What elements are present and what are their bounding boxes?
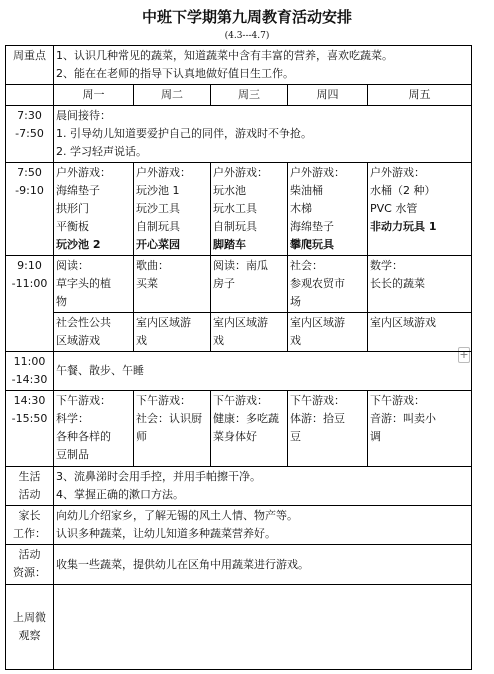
afternoon-cell-mon (54, 391, 134, 467)
cell-line: 室内区域游戏 (370, 316, 436, 329)
resources-label (6, 545, 54, 585)
cell-line: 社会：认识厨 (136, 412, 202, 425)
lunch-content: 午餐、散步、午睡 (54, 352, 472, 391)
schedule-table (5, 45, 472, 670)
cell-line: 拱形门 (56, 202, 89, 215)
parents-content (54, 506, 472, 545)
time-end: -7:50 (15, 127, 44, 140)
morning-line: 晨间接待： (56, 109, 111, 122)
cell-line: PVC 水管 (370, 202, 418, 215)
afternoon-cell-fri (368, 391, 472, 467)
cell-line: 户外游戏： (56, 166, 111, 179)
life-line: 3、流鼻涕时会用手控，并用手帕擦干净。 (56, 470, 261, 483)
cell-line: 户外游戏： (136, 166, 191, 179)
cell-line: 阅读： (56, 259, 89, 272)
cell-line: 房子 (213, 277, 235, 290)
cell-line: 阅读：南瓜 (213, 259, 268, 272)
area-cell-tue (134, 313, 211, 352)
label-line: 工作： (13, 527, 46, 540)
cell-line: 物 (56, 295, 67, 308)
cell-line: 柴油桶 (290, 184, 323, 197)
label-line: 观察 (18, 629, 41, 642)
area-cell-fri (368, 313, 472, 352)
cell-line: 玩沙池 1 (136, 184, 180, 197)
cell-line: 下午游戏： (56, 394, 111, 407)
header-blank (6, 85, 54, 106)
cell-line: 歌曲： (136, 259, 169, 272)
life-row (6, 467, 472, 506)
afternoon-cell-tue (134, 391, 211, 467)
label-line: 活动 (18, 548, 41, 561)
cell-line: 师 (136, 430, 147, 443)
resources-content: 收集一些蔬菜，提供幼儿在区角中用蔬菜进行游戏。 (54, 545, 472, 585)
cell-line: 草字头的植 (56, 277, 111, 290)
focus-label: 周重点 (6, 46, 54, 85)
cell-line: 玩水工具 (213, 202, 257, 215)
cell-bold-line: 玩沙池 2 (56, 238, 101, 251)
cell-line: 长长的蔬菜 (370, 277, 425, 290)
day-header-row (6, 85, 472, 106)
area-cell-thu (288, 313, 368, 352)
focus-row (6, 46, 472, 85)
cell-line: 平衡板 (56, 220, 89, 233)
time-start: 9:10 (17, 259, 42, 272)
cell-line: 戏 (213, 334, 224, 347)
time-start: 7:30 (17, 109, 42, 122)
cell-line: 下午游戏： (213, 394, 268, 407)
study-time (6, 256, 54, 352)
morning-line: 1. 引导幼儿知道要爱护自己的同伴，游戏时不争抢。 (56, 127, 312, 140)
afternoon-cell-thu (288, 391, 368, 467)
cell-line: 戏 (290, 334, 301, 347)
cell-line: 木梯 (290, 202, 312, 215)
focus-line: 1、认识几种常见的蔬菜，知道蔬菜中含有丰富的营养，喜欢吃蔬菜。 (56, 49, 393, 62)
area-cell-wed (211, 313, 288, 352)
cell-line: 玩水池 (213, 184, 246, 197)
label-line: 上周微 (13, 611, 46, 624)
cell-line: 菜身体好 (213, 430, 257, 443)
cell-line: 区域游戏 (56, 334, 100, 347)
parents-row (6, 506, 472, 545)
time-end: -15:50 (11, 412, 48, 425)
day-header-thu: 周四 (288, 85, 368, 106)
outdoor-cell-tue (134, 163, 211, 256)
review-content[interactable] (54, 585, 472, 670)
cell-line: 科学： (56, 412, 89, 425)
cell-line: 海绵垫子 (56, 184, 100, 197)
day-header-mon: 周一 (54, 85, 134, 106)
area-cell-mon (54, 313, 134, 352)
cell-line: 豆 (290, 430, 301, 443)
cell-line: 玩沙工具 (136, 202, 180, 215)
afternoon-time (6, 391, 54, 467)
cell-line: 社会性公共 (56, 316, 111, 329)
time-end: -11:00 (11, 277, 48, 290)
cell-line: 数学： (370, 259, 403, 272)
focus-content (54, 46, 472, 85)
life-label (6, 467, 54, 506)
cell-line: 下午游戏： (290, 394, 345, 407)
page-title: 中班下学期第九周教育活动安排 (141, 8, 352, 26)
time-start: 14:30 (13, 394, 46, 407)
study-cell-tue (134, 256, 211, 313)
cell-line: 自制玩具 (136, 220, 180, 233)
study-cell-wed (211, 256, 288, 313)
parents-line: 认识多种蔬菜，让幼儿知道多种蔬菜营养好。 (56, 527, 276, 540)
day-header-tue: 周二 (134, 85, 211, 106)
study-cell-mon (54, 256, 134, 313)
outdoor-row (6, 163, 472, 256)
date-range: (4.3---4.7) (224, 31, 270, 41)
morning-content (54, 106, 472, 163)
cell-line: 水桶（2 种） (370, 184, 436, 197)
cell-line: 户外游戏： (370, 166, 425, 179)
cell-line: 户外游戏： (290, 166, 345, 179)
time-end: -9:10 (15, 184, 44, 197)
focus-line: 2、能在在老师的指导下认真地做好值日生工作。 (56, 67, 294, 80)
study-row-bottom (6, 313, 472, 352)
cell-bold-line: 开心菜园 (136, 238, 180, 251)
label-line: 生活 (18, 470, 41, 483)
cell-line: 自制玩具 (213, 220, 257, 233)
day-header-fri: 周五 (368, 85, 472, 106)
cell-line: 下午游戏： (370, 394, 425, 407)
cell-line: 体游：拾豆 (290, 412, 345, 425)
outdoor-cell-mon (54, 163, 134, 256)
morning-time (6, 106, 54, 163)
cell-line: 海绵垫子 (290, 220, 334, 233)
cell-line: 户外游戏： (213, 166, 268, 179)
cell-line: 豆制品 (56, 448, 89, 461)
review-row (6, 585, 472, 670)
life-line: 4、掌握正确的漱口方法。 (56, 488, 184, 501)
label-line: 家长 (18, 509, 41, 522)
cell-line: 社会： (290, 259, 323, 272)
parents-label (6, 506, 54, 545)
time-end: -14:30 (11, 373, 48, 386)
cell-line: 室内区域游 (290, 316, 345, 329)
afternoon-row (6, 391, 472, 467)
cell-line: 各种各样的 (56, 430, 111, 443)
label-line: 资源： (13, 566, 46, 579)
outdoor-time (6, 163, 54, 256)
cell-bold-line: 攀爬玩具 (290, 238, 334, 251)
lunch-time (6, 352, 54, 391)
life-content (54, 467, 472, 506)
cell-line: 调 (370, 430, 381, 443)
expand-handle-icon[interactable]: + (459, 348, 469, 361)
study-cell-thu (288, 256, 368, 313)
cell-line: 音游：叫卖小 (370, 412, 436, 425)
day-header-wed: 周三 (211, 85, 288, 106)
afternoon-cell-wed (211, 391, 288, 467)
cell-bold-line: 脚踏车 (213, 238, 246, 251)
study-row-top (6, 256, 472, 313)
cell-line: 室内区域游 (136, 316, 191, 329)
parents-line: 向幼儿介绍家乡，了解无锡的风土人情、物产等。 (56, 509, 298, 522)
outdoor-cell-wed (211, 163, 288, 256)
cell-line: 买菜 (136, 277, 158, 290)
outdoor-cell-thu (288, 163, 368, 256)
cell-line: 室内区域游 (213, 316, 268, 329)
review-label (6, 585, 54, 670)
resources-row (6, 545, 472, 585)
cell-line: 戏 (136, 334, 147, 347)
morning-line: 2. 学习轻声说话。 (56, 145, 147, 158)
morning-row (6, 106, 472, 163)
time-start: 7:50 (17, 166, 42, 179)
cell-line: 下午游戏： (136, 394, 191, 407)
cell-line: 场 (290, 295, 301, 308)
time-start: 11:00 (13, 355, 46, 368)
label-line: 活动 (18, 488, 41, 501)
cell-bold-line: 非动力玩具 1 (370, 220, 437, 233)
study-cell-fri (368, 256, 472, 313)
outdoor-cell-fri (368, 163, 472, 256)
cell-line: 参观农贸市 (290, 277, 345, 290)
lunch-row (6, 352, 472, 391)
cell-line: 健康：多吃蔬 (213, 412, 279, 425)
